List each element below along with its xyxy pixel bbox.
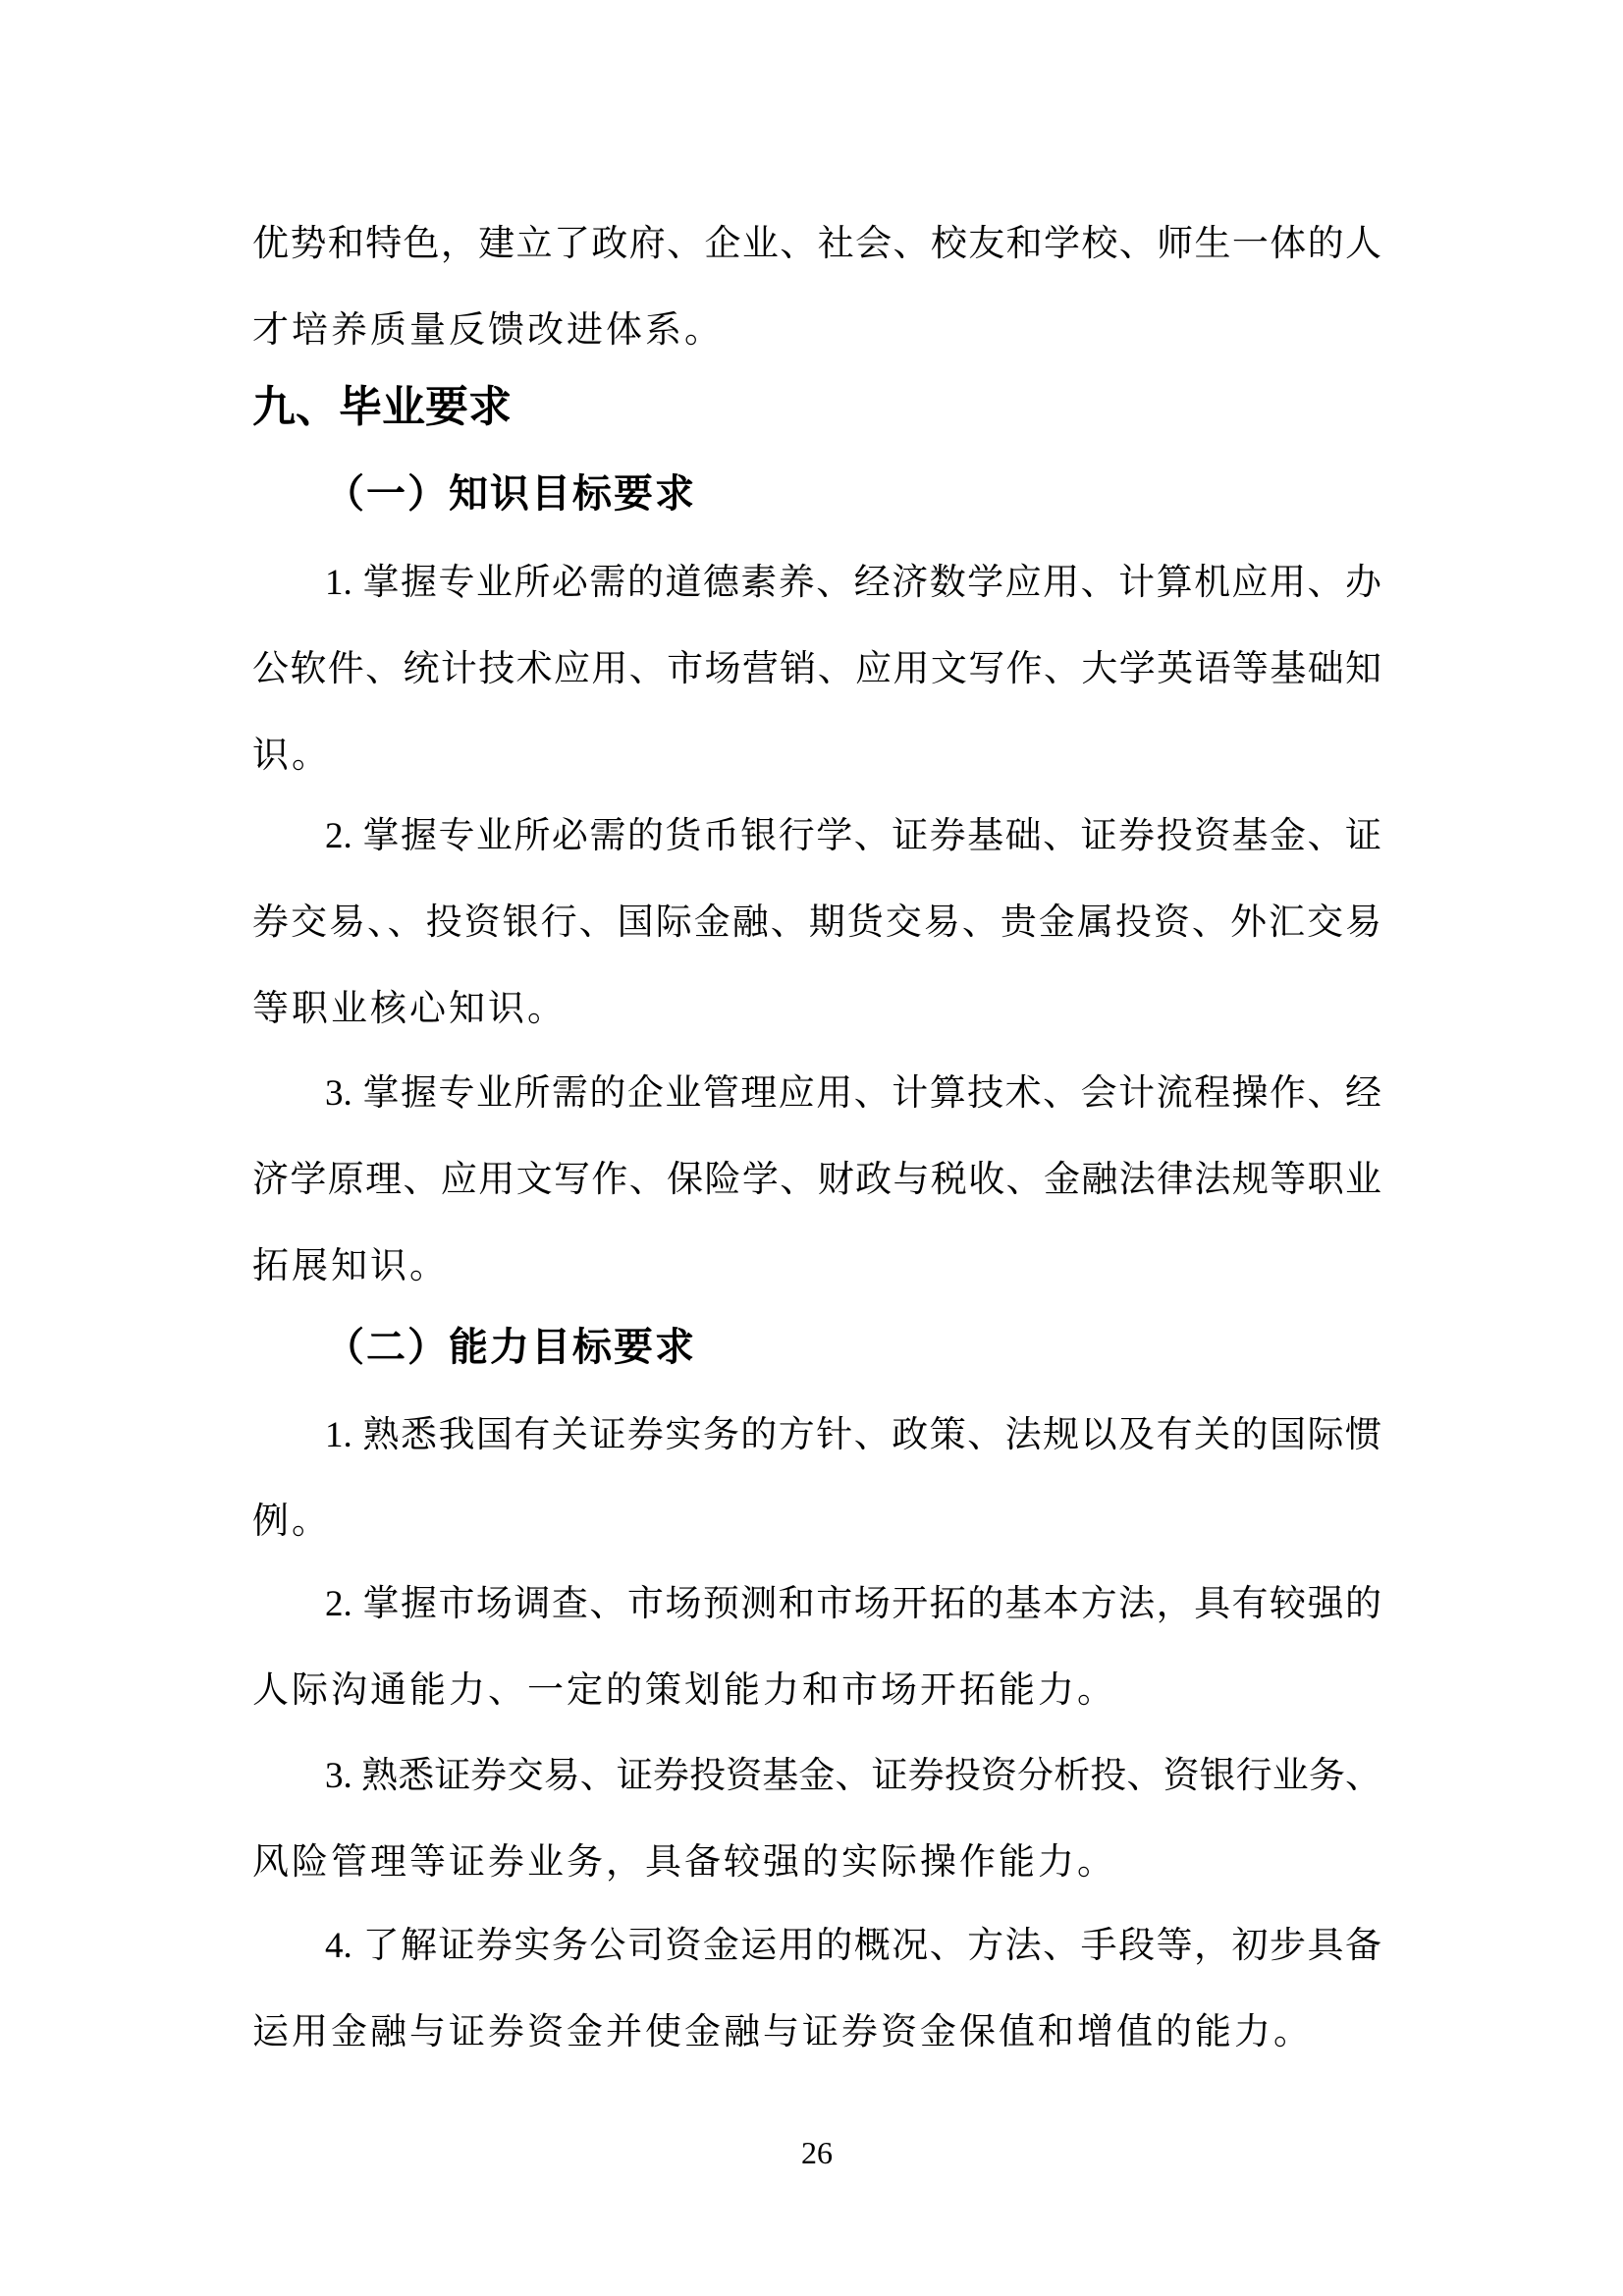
text-line: 券交易、、投资银行、国际金融、期货交易、贵金属投资、外汇交易 (252, 902, 1381, 943)
text-line: 2. 掌握专业所必需的货币银行学、证券基础、证券投资基金、证 (325, 816, 1381, 856)
paragraph (252, 201, 1381, 374)
subsection-heading: （二）能力目标要求 (325, 1325, 696, 1369)
text-line: 济学原理、应用文写作、保险学、财政与税收、金融法律法规等职业 (252, 1160, 1381, 1200)
text-line: 3. 熟悉证券交易、证券投资基金、证券投资分析投、资银行业务、 (325, 1756, 1381, 1796)
text-line: 3. 掌握专业所需的企业管理应用、计算技术、会计流程操作、经 (325, 1073, 1381, 1114)
text-line: 4. 了解证券实务公司资金运用的概况、方法、手段等，初步具备 (325, 1926, 1381, 1966)
section-heading: 九、毕业要求 (252, 383, 512, 431)
text-line: 等职业核心知识。 (252, 989, 567, 1029)
text-line: 风险管理等证券业务，具备较强的实际操作能力。 (252, 1842, 1116, 1883)
text-line: 1. 掌握专业所必需的道德素养、经济数学应用、计算机应用、办 (325, 563, 1381, 603)
paragraph (252, 1051, 1381, 1310)
paragraph (252, 793, 1381, 1053)
paragraph (252, 1393, 1381, 1565)
paragraph (252, 1733, 1381, 1906)
text-line: 人际沟通能力、一定的策划能力和市场开拓能力。 (252, 1670, 1116, 1711)
text-line: 2. 掌握市场调查、市场预测和市场开拓的基本方法，具有较强的 (325, 1584, 1381, 1624)
paragraph (252, 1903, 1381, 2076)
text-line: 优势和特色，建立了政府、企业、社会、校友和学校、师生一体的人 (252, 224, 1381, 264)
text-line: 拓展知识。 (252, 1246, 449, 1286)
text-line: 识。 (252, 736, 331, 776)
paragraph (252, 540, 1381, 799)
text-line: 例。 (252, 1502, 331, 1542)
page-number: 26 (801, 2135, 833, 2170)
text-line: 1. 熟悉我国有关证券实务的方针、政策、法规以及有关的国际惯 (325, 1415, 1381, 1455)
subsection-heading: （一）知识目标要求 (325, 471, 696, 516)
text-line: 公软件、统计技术应用、市场营销、应用文写作、大学英语等基础知 (252, 649, 1381, 689)
text-line: 运用金融与证券资金并使金融与证券资金保值和增值的能力。 (252, 2012, 1313, 2052)
text-line: 才培养质量反馈改进体系。 (252, 310, 724, 351)
paragraph (252, 1561, 1381, 1734)
